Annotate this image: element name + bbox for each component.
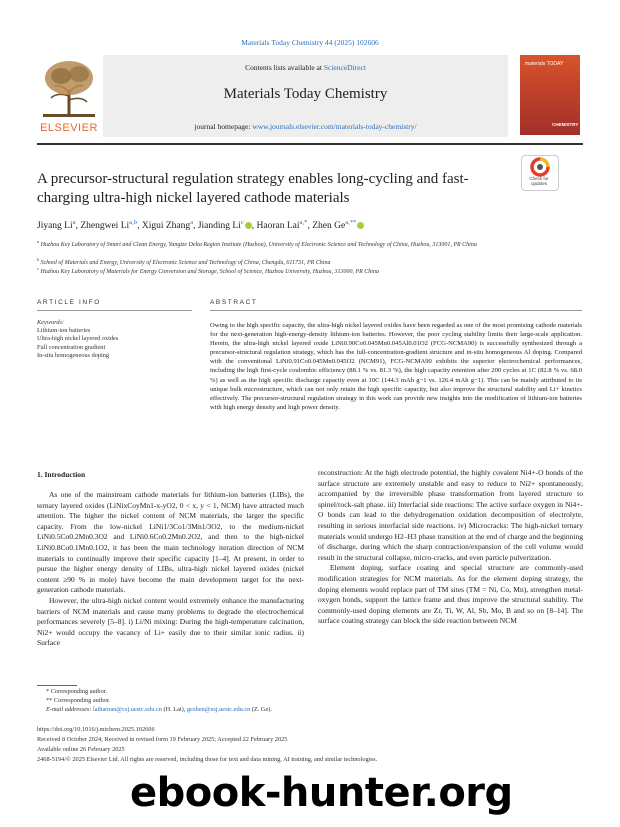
received-dates: Received 8 October 2024; Received in revised form 19 February 2025; Accepted 22 February 2025 — [37, 736, 288, 743]
article-info-rule — [37, 310, 192, 311]
author-list: Jiyang Li$^a$, Zhengwei Li$^{a,b}$, Xigui Zhang$^a$, Jianding Li$^c$ , Haoran Lai$^{a,*}$, Zhen $Ge^{a,**}$ — [37, 219, 587, 231]
keywords-label: Keywords: — [37, 319, 65, 326]
intro-heading: 1. Introduction — [37, 470, 86, 479]
author-affil-sup[interactable]: a,b — [129, 219, 138, 226]
email-name: (Z. Ge). — [250, 706, 272, 713]
orcid-icon[interactable] — [245, 222, 252, 229]
intro-paragraph: Element doping, surface coating and special structure are commonly-used modification strategies for NCM materials. As for the element doping strategy, the doping elements would replace part of TM sites (TM = Ni, Co, Mn), strengthen metal-oxygen bonds, support the lattice frame and thus improve the structural stability. The commonly-used doping elements are Zr, Ti, W, Al, Sb, Mo, B and so on [8–14]. The surface coating strategy can block the side reaction between NCM — [318, 563, 583, 626]
author-name[interactable]: Jianding Li — [197, 221, 241, 232]
affil-sup: c — [37, 266, 39, 271]
elsevier-tree-icon — [37, 56, 101, 120]
author-name[interactable]: Xigui Zhang — [141, 221, 191, 232]
intro-paragraph: reconstruction: At the high electrode potential, the highly covalent Ni4+-O bonds of the surface structure are extremely unstable and easy to reduce to Ni2+ spontaneously, accompanied by the irreversible phase transformation from layered structure to spinel/rock-salt phase. iii) Interfacial side reactions: The active surface oxygen in Ni4+-O bonds can lead to the dehydrogenation oxidation decomposition of electrolyte, resulting in serious interfacial side reactions. iv) Microcracks: The high-nickel ternary materials would undergo H2–H3 phase transition at the end of charge and the beginning of discharge, during which the sharp contraction/expansion of the cell volume would result in the structural collapse, micro-cracks, and even particle pulverization. — [318, 468, 583, 562]
affiliation-a — [37, 238, 587, 249]
copyright-line: 2468-5194/© 2025 Elsevier Ltd. All rights are reserved, including those for text and data mining, AI training, and similar technologies. — [37, 756, 378, 763]
abstract-heading: ABSTRACT — [210, 299, 258, 306]
orcid-icon[interactable] — [357, 222, 364, 229]
journal-reference[interactable]: Materials Today Chemistry 44 (2025) 102606 — [241, 38, 379, 47]
intro-paragraph: As one of the mainstream cathode materials for lithium-ion batteries (LIBs), the ternary layered oxides (LiNixCoyMn1-x-yO2, 0 < x, y < 1, NCM) have attracted much attention. The higher the nickel content of NCM materials, the larger the specific capacity. From the low-nickel LiNi1/3Co1/3Mn1/3O2, to the medium-nickel LiNi0.5Co0.2Mn0.3O2 and LiNi0.6Co0.2Mn0.2O2, and then to the high-nickel LiNi0.8Co0.1Mn0.1O2, it has been the main technology iteration direction of NCM materials to continually improve their specific capacity [1–4]. At present, in order to pursue the higher energy density of LIBs, ultra-high nickel layered oxides (nickel content ≥90 % in mole) have become the main development target for the next-generation cathode materials. — [37, 490, 304, 595]
contents-prefix: Contents lists available at — [245, 63, 324, 72]
author-name[interactable]: Zhengwei Li — [80, 221, 130, 232]
footnote-rule — [37, 685, 77, 686]
affiliation-c — [37, 265, 587, 276]
keyword-item: Full concentration gradient — [37, 343, 106, 351]
corresponding-author-2: ** Corresponding author. — [46, 697, 111, 704]
author-name[interactable]: Haoran Lai — [256, 221, 300, 232]
email-link[interactable]: gezhen@esj.uestc.edu.cn — [186, 706, 251, 713]
intro-right-column — [318, 468, 583, 627]
journal-cover-image[interactable] — [520, 55, 580, 135]
email-line — [46, 706, 272, 715]
contents-line — [103, 63, 508, 72]
article-info-heading: ARTICLE INFO — [37, 299, 101, 306]
affil-text: Huzhou Key Laboratory of Smart and Clean Energy, Yangtze Delta Region Institute (Huzhou), University of Electronic Science and Technology of China, Huzhou, 313001, PR China — [40, 242, 477, 248]
keywords-block — [37, 319, 187, 360]
paper-title: A precursor-structural regulation strategy enables long-cycling and fast-charging ultra-high nickel layered cathode materials — [37, 171, 469, 206]
sciencedirect-link[interactable]: ScienceDirect — [323, 63, 366, 72]
watermark: ebook-hunter.org — [130, 770, 513, 816]
affil-text: Huzhou Key Laboratory of Materials for Energy Conversion and Storage, School of Science, Huzhou University, Huzhou, 313000, PR China — [40, 269, 379, 275]
author-name[interactable]: Jiyang Li — [37, 221, 73, 232]
keyword-item: In-situ homogeneous doping — [37, 351, 110, 359]
homepage-prefix: journal homepage: — [194, 122, 253, 131]
cover-subtitle: CHEMISTRY — [552, 122, 579, 127]
author-name[interactable]: Zhen Ge — [312, 221, 346, 232]
elsevier-wordmark: ELSEVIER — [40, 122, 98, 134]
email-label: E-mail addresses: — [46, 706, 93, 713]
affil-sup: a — [37, 239, 40, 244]
homepage-line — [103, 122, 508, 131]
header-divider — [37, 143, 583, 145]
cover-title: materials TODAY — [525, 61, 564, 67]
journal-title: Materials Today Chemistry — [223, 86, 388, 102]
keyword-item: Ultra-high nickel layered oxides — [37, 335, 119, 343]
available-online: Available online 26 February 2025 — [37, 746, 125, 753]
author-affil-sup[interactable]: a — [190, 219, 194, 226]
affil-text: School of Materials and Energy, University of Electronic Science and Technology of China, Chengdu, 611731, PR China — [40, 260, 331, 266]
author-affil-sup[interactable]: a,* — [299, 219, 308, 226]
email-link[interactable]: laihaoran@csj.uestc.edu.cn — [93, 706, 162, 713]
corresponding-author-1: * Corresponding author. — [46, 688, 108, 695]
intro-paragraph: However, the ultra-high nickel content would extremely enhance the manufacturing barriers of NCM materials and cause many problems to degrade the electrochemical performances severely [5–8]. i) Li/Ni mixing: During the high-temperature calcination, Ni2+ would occupy the vacancy of Li+ easily due to their similar ionic radius. ii) Surface — [37, 595, 304, 648]
keyword-item: Lithium-ion batteries — [37, 327, 91, 335]
homepage-link[interactable]: www.journals.elsevier.com/materials-today-chemistry/ — [252, 122, 417, 131]
affil-sup: b — [37, 257, 40, 262]
abstract-text: Owing to the high specific capacity, the ultra-high nickel layered oxides have been regarded as one of the most promising cathode materials for the next-generation high-energy-density lithium-ion batteries. However, the poor cycling stability limits their large-scale application. Herein, the ultra-high nickel layered oxide LiNi0.90Co0.045Mn0.045Al0.01O2 (FCG-NCMA90) is successfully synthesized through a precursor-structural regulation strategy, which has the full-concentration-gradient structure and in-situ homogeneous Al doping. Compared with the conventional LiNi0.91Co0.045Mn0.045O2 (NCM91), FCG-NCMA90 exhibits the superior electrochemical performances, including the high first-cycle coulombic efficiency (88.1 % vs. 81.3 %), the high capacity retention after 200 cycles at 1C (82.8 % vs. 68.0 %) as well as the high specific discharge capacity even at 10C (144.3 mAh g−1 vs. 126.4 mAh g−1). This can be mainly attributed to its unique bulk microstructure, which can not only retain the high specific capacity, but also improve the structural stability and Li+ kinetics effectively. The precursor-structural regulation strategy in this work can provide new insights into the modification of lithium-ion batteries with high energy density and high power density. — [210, 322, 582, 411]
intro-left-column — [37, 490, 304, 649]
email-name: (H. Lai), — [161, 706, 187, 713]
doi-link[interactable]: https://doi.org/10.1016/j.mtchem.2025.102606 — [37, 726, 155, 733]
check-updates-icon — [522, 156, 558, 178]
check-for-updates-label: Check for updates — [529, 176, 549, 186]
author-affil-sup[interactable]: a — [72, 219, 76, 226]
author-affil-sup[interactable]: a,** — [345, 219, 357, 226]
abstract-rule — [210, 310, 582, 311]
author-affil-sup[interactable]: c — [240, 219, 244, 226]
